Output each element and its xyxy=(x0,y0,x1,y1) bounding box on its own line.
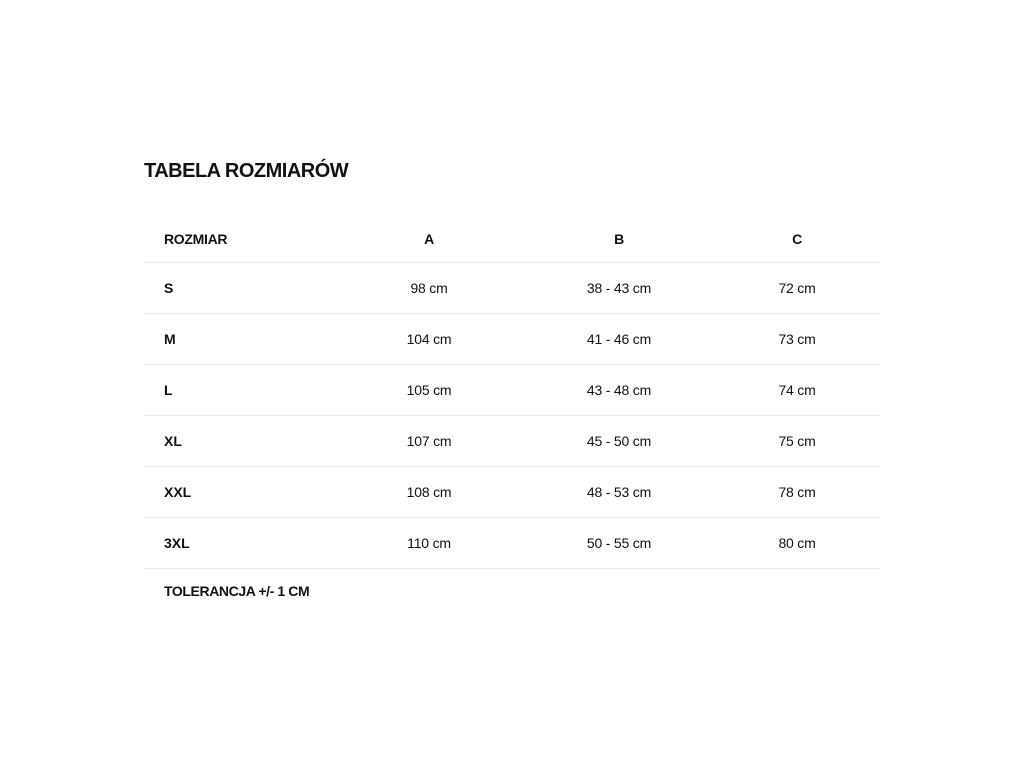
size-label: S xyxy=(144,263,334,314)
table-header-row xyxy=(144,217,880,263)
size-table xyxy=(144,217,880,569)
table-row xyxy=(144,263,880,314)
tolerance-note: TOLERANCJA +/- 1 CM xyxy=(164,583,310,599)
column-header-a: A xyxy=(334,217,524,263)
cell-a: 104 cm xyxy=(334,314,524,365)
column-header-size: ROZMIAR xyxy=(144,217,334,263)
cell-a: 108 cm xyxy=(334,467,524,518)
table-row xyxy=(144,518,880,569)
column-header-c: C xyxy=(714,217,880,263)
table-row xyxy=(144,365,880,416)
cell-c: 72 cm xyxy=(714,263,880,314)
table-row xyxy=(144,467,880,518)
table-row xyxy=(144,314,880,365)
cell-a: 107 cm xyxy=(334,416,524,467)
cell-b: 41 - 46 cm xyxy=(524,314,714,365)
page-title: TABELA ROZMIARÓW xyxy=(144,160,349,182)
cell-c: 74 cm xyxy=(714,365,880,416)
cell-a: 105 cm xyxy=(334,365,524,416)
size-label: XXL xyxy=(144,467,334,518)
cell-c: 73 cm xyxy=(714,314,880,365)
size-label: L xyxy=(144,365,334,416)
cell-b: 38 - 43 cm xyxy=(524,263,714,314)
cell-b: 48 - 53 cm xyxy=(524,467,714,518)
cell-c: 80 cm xyxy=(714,518,880,569)
cell-c: 78 cm xyxy=(714,467,880,518)
table-row xyxy=(144,416,880,467)
cell-b: 43 - 48 cm xyxy=(524,365,714,416)
size-label: 3XL xyxy=(144,518,334,569)
size-label: XL xyxy=(144,416,334,467)
cell-a: 98 cm xyxy=(334,263,524,314)
cell-c: 75 cm xyxy=(714,416,880,467)
cell-b: 50 - 55 cm xyxy=(524,518,714,569)
cell-a: 110 cm xyxy=(334,518,524,569)
size-chart xyxy=(144,156,880,599)
column-header-b: B xyxy=(524,217,714,263)
size-label: M xyxy=(144,314,334,365)
cell-b: 45 - 50 cm xyxy=(524,416,714,467)
